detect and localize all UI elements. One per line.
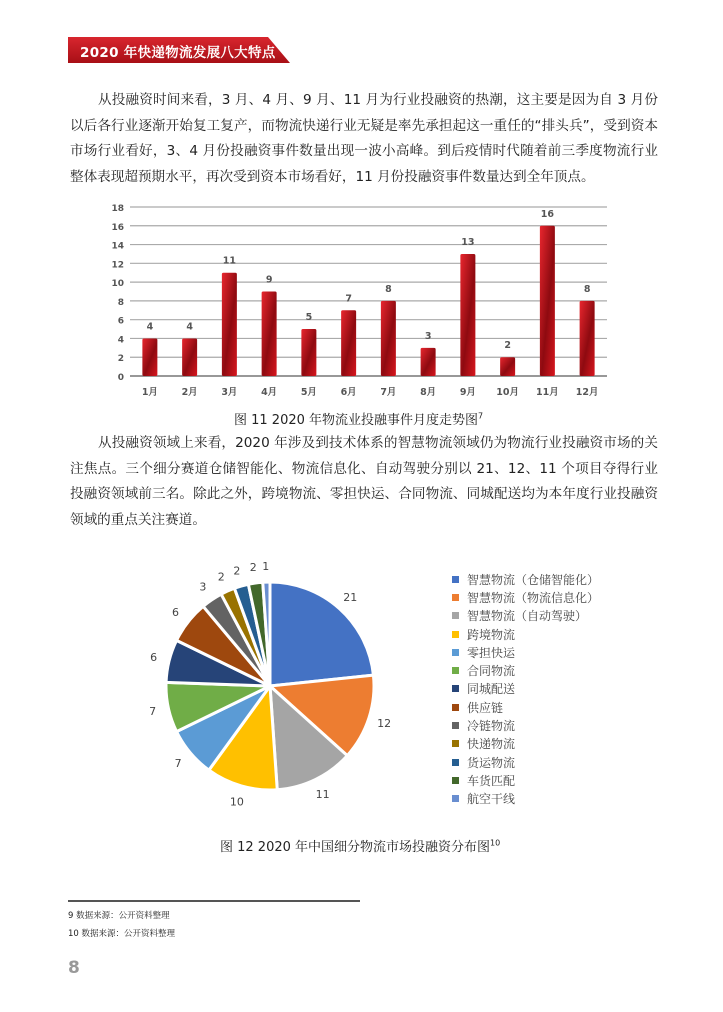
pie-data-label: 10 [229, 795, 244, 809]
pie-data-label: 1 [262, 560, 270, 574]
x-tick-label: 2月 [181, 387, 198, 398]
bar [222, 273, 237, 376]
pie-data-label: 7 [174, 757, 182, 771]
legend-label: 智慧物流（仓储智能化） [467, 572, 600, 587]
footnote-ref: 10 [490, 838, 501, 848]
bar [262, 292, 277, 377]
data-label: 8 [583, 283, 591, 295]
y-tick-label: 4 [117, 335, 124, 346]
legend-label: 合同物流 [467, 664, 516, 679]
pie-legend [452, 570, 599, 808]
pie-data-label: 2 [249, 561, 257, 575]
page-number: 8 [68, 958, 80, 978]
y-tick-label: 16 [111, 222, 124, 233]
pie-data-label: 12 [377, 717, 392, 731]
x-tick-label: 11月 [536, 387, 559, 398]
footnote-divider [68, 900, 360, 902]
footnote-10: 10 数据来源：公开资料整理 [68, 929, 176, 939]
header-title: 2020 年快递物流发展八大特点 [80, 45, 276, 61]
legend-label: 航空干线 [467, 792, 516, 807]
bar [381, 301, 396, 376]
y-tick-label: 18 [111, 204, 124, 214]
x-tick-label: 8月 [420, 387, 437, 398]
bar [301, 329, 316, 376]
bar [142, 338, 157, 376]
pie-slice [270, 582, 373, 686]
bar [460, 254, 475, 376]
legend-swatch [452, 667, 459, 674]
data-label: 16 [540, 208, 554, 220]
pie-data-label: 3 [199, 580, 207, 594]
pie-data-label: 11 [315, 787, 330, 801]
bar [341, 310, 356, 376]
bar [421, 348, 436, 376]
pie-data-label: 21 [343, 590, 358, 604]
pie-data-label: 2 [217, 570, 225, 584]
bar [540, 226, 555, 376]
y-tick-label: 0 [117, 373, 124, 383]
paragraph-investment-time: 从投融资时间来看，3 月、4 月、9 月、11 月为行业投融资的热潮，这主要是因为自 3 月份以后各行业逐渐开始复工复产，而物流快递行业无疑是率先承担起这一重任的“排头兵”，受到资本市场行业看好，3、4 月份投融资事件数量出现一波小高峰。到后疫情时代随着前三季度物流行业整体表现超预期水平，再次受到资本市场看好，11 月份投融资事件数量达到全年顶点。 [70, 92, 658, 185]
legend-item [452, 607, 599, 625]
x-tick-label: 7月 [380, 387, 397, 398]
legend-swatch [452, 704, 459, 711]
legend-label: 零担快运 [467, 645, 516, 660]
caption-text: 图 12 2020 年中国细分物流市场投融资分布图 [220, 840, 491, 855]
data-label: 5 [305, 312, 313, 324]
data-label: 11 [222, 255, 236, 267]
legend-label: 智慧物流（自动驾驶） [467, 609, 588, 624]
legend-label: 供应链 [467, 700, 504, 715]
paragraph-investment-field: 从投融资领域上来看，2020 年涉及到技术体系的智慧物流领域仍为物流行业投融资市场的关注焦点。三个细分赛道仓储智能化、物流信息化、自动驾驶分别以 21、12、11 个项目夺得行业投融资领域前三名。除此之外，跨境物流、零担快运、合同物流、同城配送均为本年度行业投融资领域的重点关注赛道。 [70, 435, 658, 528]
legend-item [452, 643, 599, 661]
y-tick-label: 10 [111, 279, 124, 290]
data-label: 9 [265, 274, 273, 286]
bar [182, 338, 197, 376]
y-tick-label: 12 [111, 260, 124, 271]
legend-item [452, 790, 599, 808]
footnote-ref: 7 [478, 411, 484, 421]
x-tick-label: 6月 [340, 387, 357, 398]
data-label: 2 [504, 340, 511, 352]
legend-label: 跨境物流 [467, 627, 516, 642]
data-label: 8 [385, 283, 392, 295]
legend-swatch [452, 631, 459, 638]
x-tick-label: 9月 [459, 387, 476, 398]
footnote-9: 9 数据来源：公开资料整理 [68, 911, 170, 921]
legend-swatch [452, 759, 459, 766]
pie-data-label: 6 [150, 650, 158, 664]
bar [580, 301, 595, 376]
data-label: 4 [186, 321, 193, 333]
legend-swatch [452, 685, 459, 692]
data-label: 7 [345, 293, 352, 305]
data-label: 13 [461, 236, 475, 248]
x-tick-label: 1月 [141, 387, 158, 398]
legend-swatch [452, 795, 459, 802]
legend-item [452, 771, 599, 789]
legend-label: 快递物流 [467, 737, 516, 752]
legend-label: 同城配送 [467, 682, 516, 697]
bar-chart-monthly-investment [100, 195, 620, 407]
x-tick-label: 10月 [496, 387, 519, 398]
y-tick-label: 8 [117, 297, 124, 308]
bar [500, 357, 515, 376]
legend-item [452, 716, 599, 734]
y-tick-label: 6 [117, 316, 124, 327]
x-tick-label: 5月 [300, 387, 317, 398]
legend-swatch [452, 740, 459, 747]
y-tick-label: 2 [117, 354, 124, 365]
legend-item [452, 625, 599, 643]
pie-data-label: 2 [233, 564, 241, 578]
x-tick-label: 3月 [221, 387, 238, 398]
legend-swatch [452, 576, 459, 583]
pie-data-label: 7 [149, 704, 157, 718]
legend-swatch [452, 722, 459, 729]
legend-label: 冷链物流 [467, 719, 516, 734]
data-label: 3 [424, 330, 432, 342]
legend-item [452, 680, 599, 698]
pie-chart-segment-distribution [130, 555, 420, 815]
legend-swatch [452, 594, 459, 601]
pie-data-label: 6 [171, 606, 179, 620]
legend-swatch [452, 777, 459, 784]
data-label: 4 [146, 321, 154, 333]
caption-text: 图 11 2020 年物流业投融事件月度走势图 [234, 413, 479, 428]
legend-swatch [452, 649, 459, 656]
legend-item [452, 735, 599, 753]
legend-label: 车货匹配 [467, 773, 516, 788]
legend-swatch [452, 612, 459, 619]
legend-item [452, 661, 599, 679]
x-tick-label: 4月 [261, 387, 278, 398]
y-tick-label: 14 [111, 241, 124, 252]
legend-label: 货运物流 [467, 755, 516, 770]
figure-12-caption [220, 836, 500, 855]
figure-11-caption [234, 409, 483, 428]
legend-item [452, 698, 599, 716]
x-tick-label: 12月 [575, 387, 599, 398]
legend-item [452, 588, 599, 606]
legend-label: 智慧物流（物流信息化） [467, 590, 600, 605]
legend-item [452, 753, 599, 771]
legend-item [452, 570, 599, 588]
